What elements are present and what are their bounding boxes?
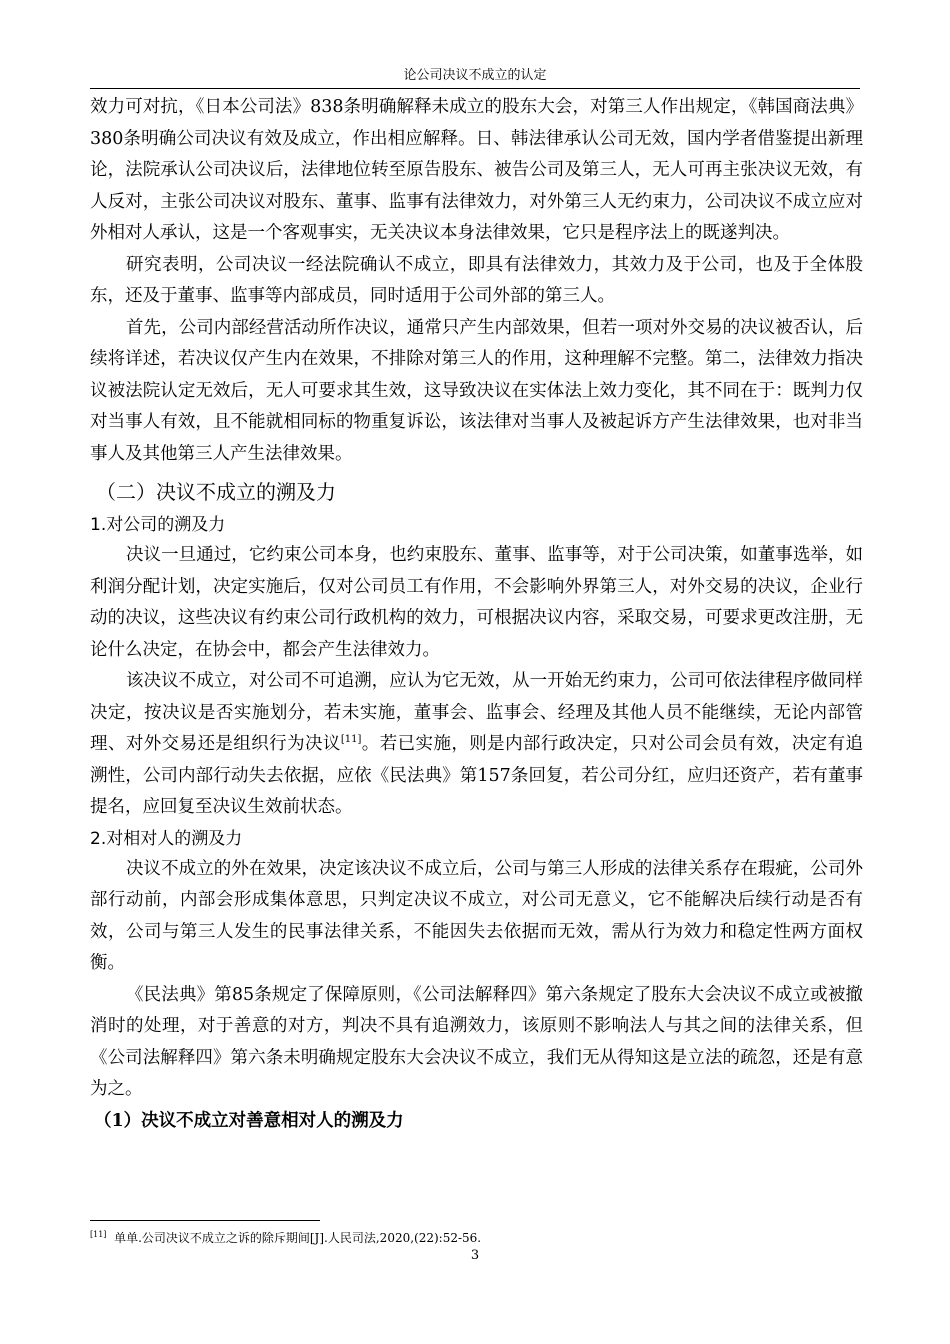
footnote-text: 单单.公司决议不成立之诉的除斥期间[J].人民司法,2020,(22):52-56. — [114, 1231, 482, 1245]
paragraph: 《民法典》第85条规定了保障原则，《公司法解释四》第六条规定了股东大会决议不成立或被撤消时的处理，对于善意的对方，判决不具有追溯效力，该原则不影响法人与其之间的法律关系，但《公司法解释四》第六条未明确规定股东大会决议不成立，我们无从得知这是立法的疏忽，还是有意为之。 — [90, 984, 863, 1099]
footnote-marker: [11] — [90, 1230, 107, 1239]
body-text — [90, 92, 863, 1137]
paragraph-continuation: 效力可对抗，《日本公司法》838条明确解释未成立的股东大会，对第三人作出规定，《韩国商法典》380条明确公司决议有效及成立，作出相应解释。日、韩法律承认公司无效，国内学者借鉴提出新理论，法院承认公司决议后，法律地位转至原告股东、被告公司及第三人，无人可再主张决议无效，有人反对，主张公司决议对股东、董事、监事有法律效力，对外第三人无约束力，公司决议不成立应对外相对人承认，这是一个客观事实，无关决议本身法律效果，它只是程序法上的既遂判决。 — [90, 97, 863, 243]
running-header: 论公司决议不成立的认定 — [403, 68, 547, 83]
paragraph-text: 该决议不成立，对公司不可追溯，应认为它无效，从一开始无约束力，公司可依法律程序做同样决定，按决议是否实施划分，若未实施，董事会、监事会、经理及其他人员不能继续，无论内部管理、对外交易还是组织行为决议 — [90, 671, 863, 754]
section-heading: （二）决议不成立的溯及力 — [96, 480, 336, 504]
paragraph: 首先，公司内部经营活动所作决议，通常只产生内部效果，但若一项对外交易的决议被否认，后续将详述，若决议仅产生内在效果，不排除对第三人的作用，这种理解不完整。第二，法律效力指决议被法院认定无效后，无人可要求其生效，这导致决议在实体法上效力变化，其不同在于：既判力仅对当事人有效，且不能就相同标的物重复诉讼，该法律对当事人及被起诉方产生法律效果，也对非当事人及其他第三人产生法律效果。 — [90, 317, 863, 464]
paragraph-text: 。若已实施，则是内部行政决定，只对公司会员有效，决定有追溯性，公司内部行动失去依据，应依《民法典》第157条回复，若公司分红，应归还资产，若有董事提名，应回复至决议生效前状态。 — [90, 734, 864, 817]
subsection-heading: 1.对公司的溯及力 — [90, 515, 226, 535]
page-number: 3 — [470, 1248, 480, 1263]
paragraph: 决议一旦通过，它约束公司本身，也约束股东、董事、监事等，对于公司决策，如董事选举，如利润分配计划，决定实施后，仅对公司员工有作用，不会影响外界第三人，对外交易的决议，企业行动的决议，这些决议有约束公司行政机构的效力，可根据决议内容，采取交易，可要求更改注册，无论什么决定，在协会中，都会产生法律效力。 — [90, 545, 863, 660]
subsubsection-heading: （1）决议不成立对善意相对人的溯及力 — [94, 1110, 404, 1131]
paragraph: 研究表明，公司决议一经法院确认不成立，即具有法律效力，其效力及于公司，也及于全体股东，还及于董事、监事等内部成员，同时适用于公司外部的第三人。 — [90, 254, 863, 306]
paragraph-with-citation — [90, 666, 863, 824]
footnote — [90, 1230, 860, 1246]
citation-marker[interactable]: [11] — [340, 734, 362, 745]
header-rule — [90, 88, 860, 89]
subsection-heading: 2.对相对人的溯及力 — [90, 828, 243, 849]
footnote-rule — [90, 1220, 320, 1221]
paragraph: 决议不成立的外在效果，决定该决议不成立后，公司与第三人形成的法律关系存在瑕疵，公司外部行动前，内部会形成集体意思，只判定决议不成立，对公司无意义，它不能解决后续行动是否有效，公司与第三人发生的民事法律关系，不能因失去依据而无效，需从行为效力和稳定性两方面权衡。 — [90, 858, 863, 973]
